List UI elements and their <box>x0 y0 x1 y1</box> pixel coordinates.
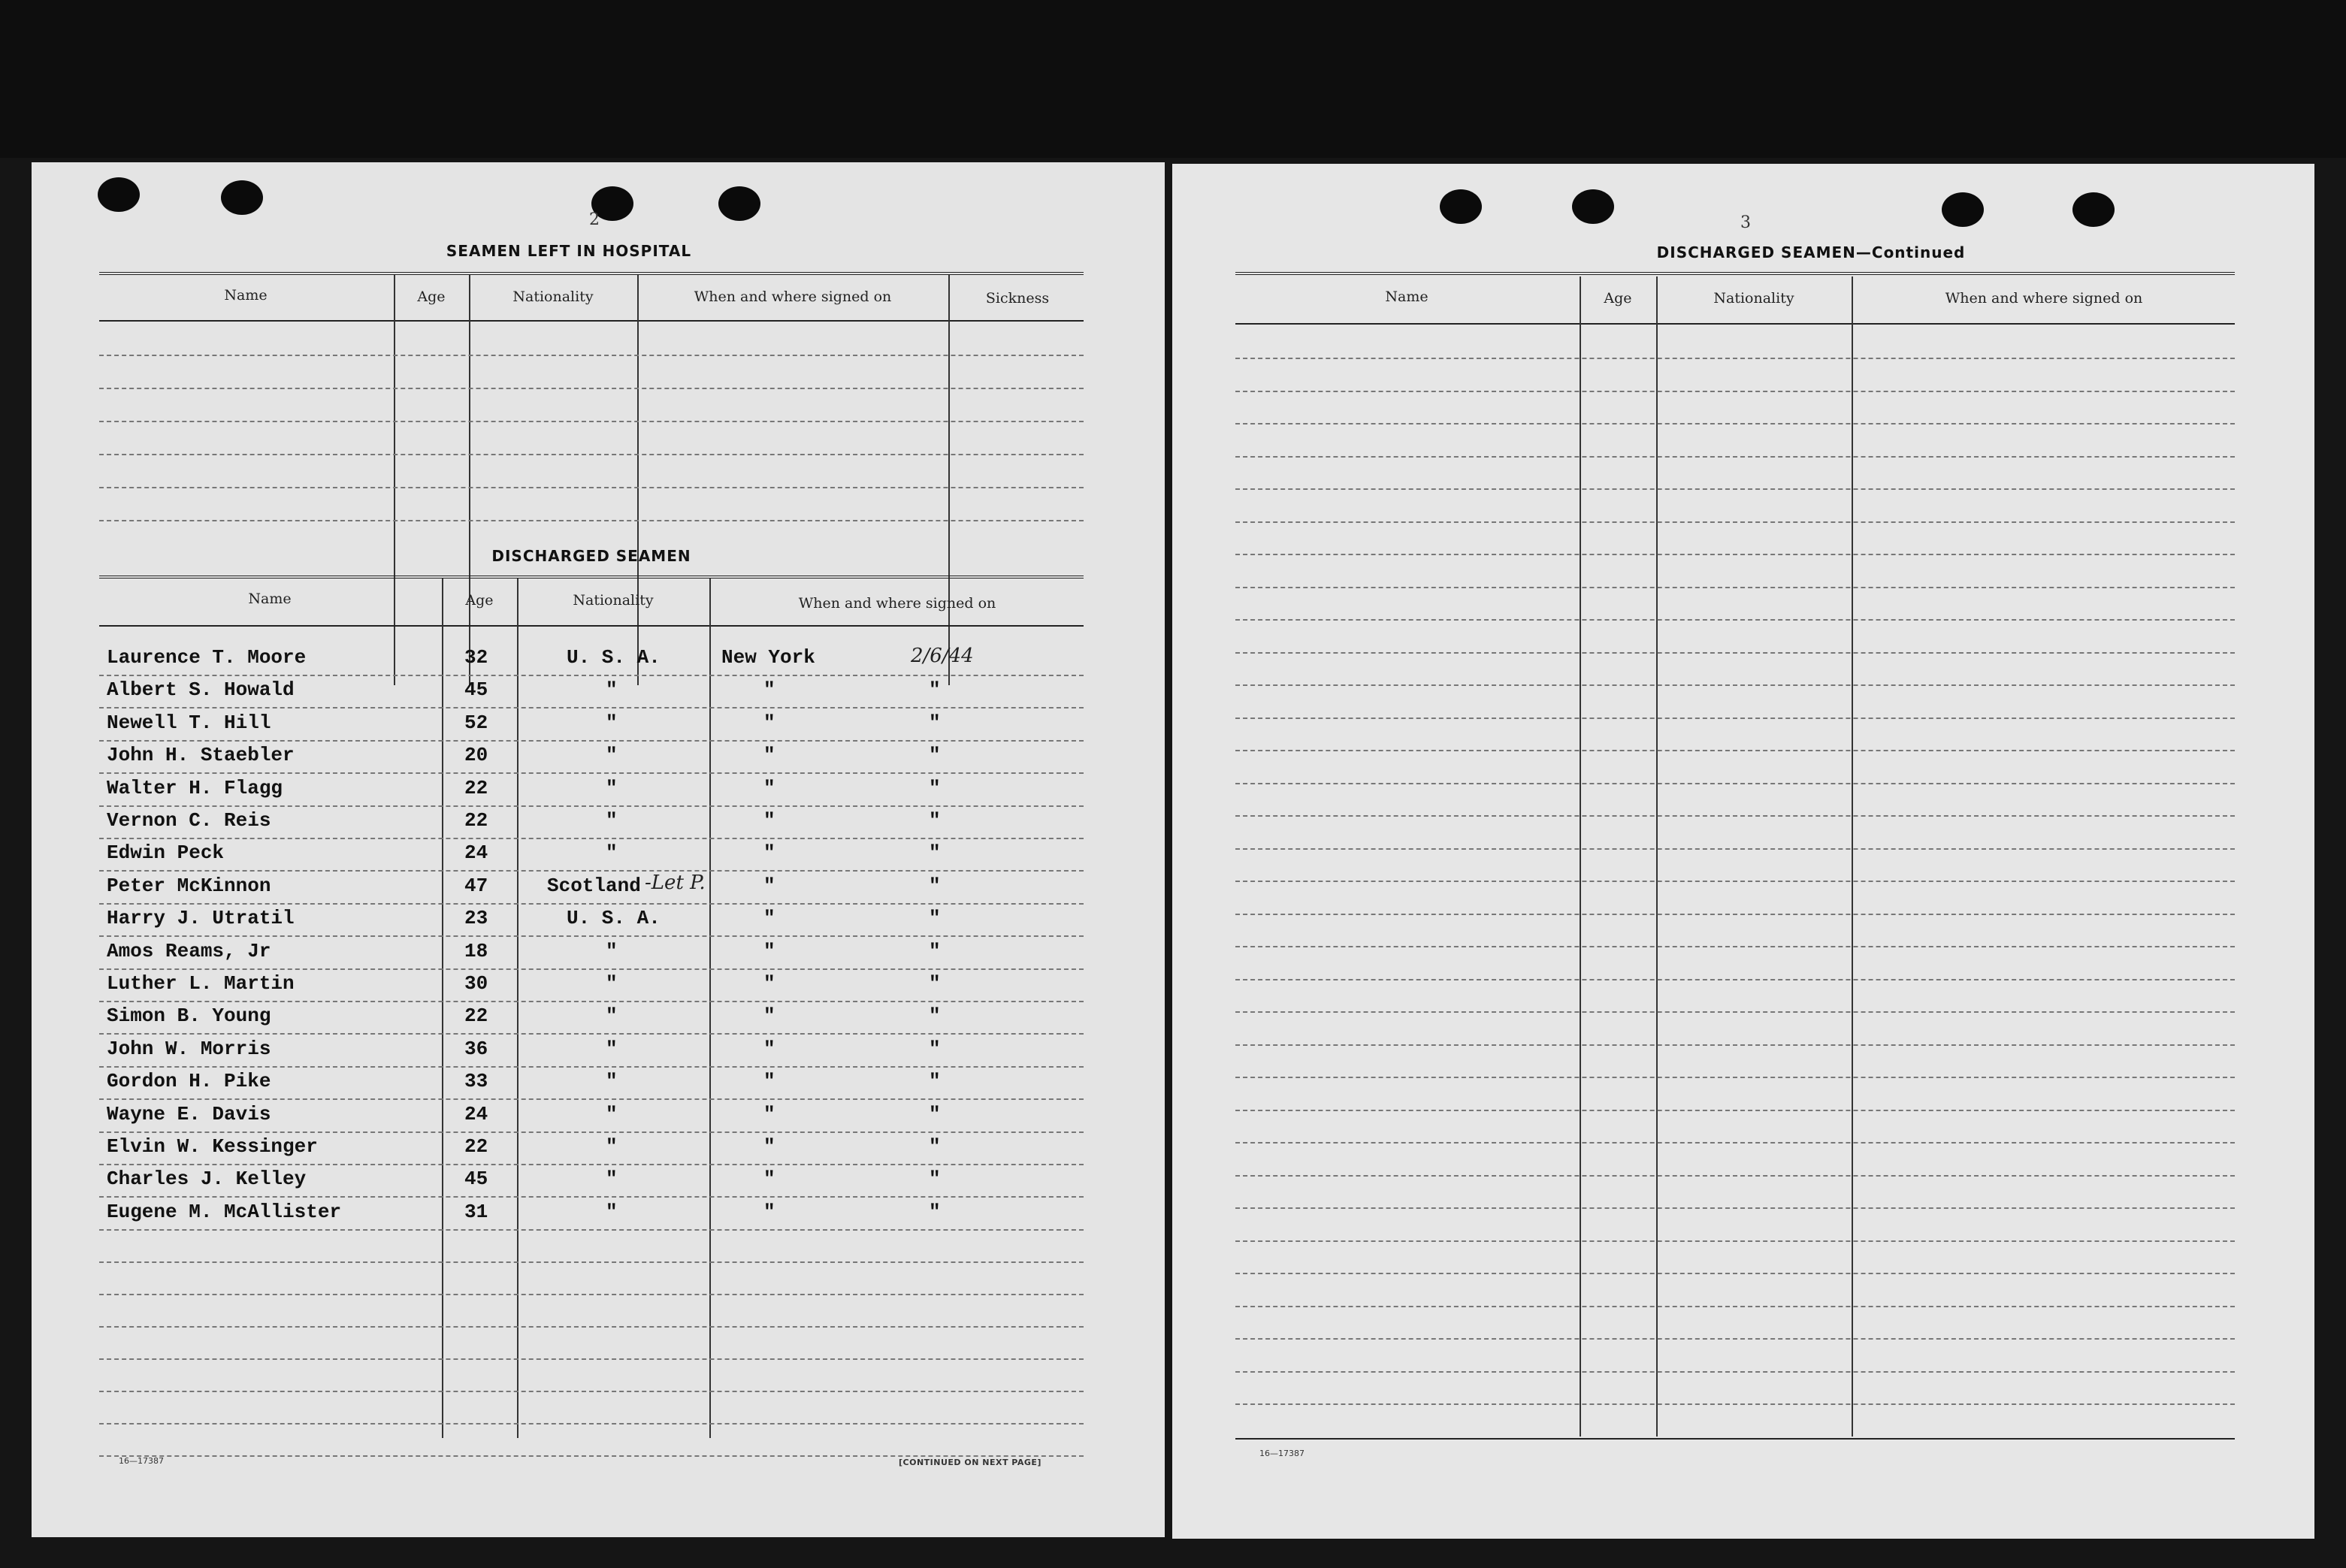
form-number: 16—17387 <box>1259 1449 1305 1458</box>
signed-on-date: " <box>929 1168 941 1190</box>
signed-on-place: " <box>763 1005 775 1027</box>
seaman-age: 24 <box>464 1103 488 1125</box>
continued-note: [CONTINUED ON NEXT PAGE] <box>899 1458 1041 1467</box>
row-rule <box>1235 1077 2235 1078</box>
row-rule <box>99 1131 1084 1133</box>
row-rule <box>99 935 1084 937</box>
row-rule <box>99 903 1084 905</box>
row-rule <box>99 838 1084 839</box>
row-rule <box>99 1001 1084 1002</box>
row-rule <box>99 1066 1084 1068</box>
seaman-age: 31 <box>464 1201 488 1223</box>
seaman-name: Simon B. Young <box>107 1005 271 1027</box>
column-divider <box>1656 276 1658 1437</box>
column-divider <box>637 275 639 685</box>
column-divider <box>394 275 395 685</box>
seaman-name: John W. Morris <box>107 1038 271 1060</box>
seaman-name: Peter McKinnon <box>107 875 271 897</box>
row-rule <box>99 454 1084 455</box>
punch-hole <box>1942 192 1984 227</box>
seaman-name: Albert S. Howald <box>107 678 295 701</box>
seaman-age: 36 <box>464 1038 488 1060</box>
page-number: 2 <box>589 210 600 229</box>
signed-on-date: " <box>929 1070 941 1092</box>
row-rule <box>1235 881 2235 882</box>
column-divider <box>469 275 470 685</box>
signed-on-place: " <box>763 744 775 766</box>
row-rule <box>1235 521 2235 523</box>
signed-on-date: " <box>929 875 941 897</box>
seaman-nationality: " <box>606 744 618 766</box>
row-rule <box>99 1261 1084 1263</box>
form-number: 16—17387 <box>119 1456 164 1466</box>
row-rule <box>99 1098 1084 1100</box>
table-rule <box>99 576 1084 579</box>
seaman-nationality: " <box>606 1168 618 1190</box>
seaman-nationality: " <box>606 972 618 995</box>
seaman-name: Gordon H. Pike <box>107 1070 271 1092</box>
signed-on-date: " <box>929 841 941 864</box>
row-rule <box>1235 423 2235 424</box>
row-rule <box>1235 619 2235 621</box>
row-rule <box>99 421 1084 422</box>
seaman-nationality: U. S. A. <box>567 646 661 669</box>
signed-on-date: " <box>929 1038 941 1060</box>
punch-hole <box>2072 192 2115 227</box>
row-rule <box>1235 1110 2235 1111</box>
seaman-name: Elvin W. Kessinger <box>107 1135 318 1158</box>
row-rule <box>99 1294 1084 1295</box>
seaman-nationality: " <box>606 841 618 864</box>
seaman-age: 32 <box>464 646 488 669</box>
table-rule <box>99 272 1084 275</box>
seaman-name: Harry J. Utratil <box>107 907 295 929</box>
row-rule <box>1235 1240 2235 1242</box>
column-header-nationality: Nationality <box>1713 290 1794 307</box>
punch-hole <box>1440 189 1482 224</box>
page-number: 3 <box>1740 213 1751 232</box>
row-rule <box>1235 684 2235 686</box>
signed-on-date: " <box>929 940 941 962</box>
row-rule <box>99 1229 1084 1231</box>
seaman-age: 47 <box>464 875 488 897</box>
seaman-age: 45 <box>464 678 488 701</box>
row-rule <box>1235 848 2235 850</box>
seaman-name: John H. Staebler <box>107 744 295 766</box>
signed-on-date: 2/6/44 <box>911 645 974 667</box>
column-header-signed-on: When and where signed on <box>1945 290 2143 307</box>
seaman-name: Luther L. Martin <box>107 972 295 995</box>
hospital-section-title: SEAMEN LEFT IN HOSPITAL <box>446 242 692 260</box>
column-header-name: Name <box>224 287 268 304</box>
row-rule <box>1235 1371 2235 1373</box>
signed-on-date: " <box>929 1103 941 1125</box>
column-header-sickness: Sickness <box>985 290 1050 307</box>
row-rule <box>99 772 1084 774</box>
seaman-name: Walter H. Flagg <box>107 777 283 799</box>
row-rule <box>1235 587 2235 588</box>
seaman-age: 22 <box>464 809 488 832</box>
seaman-age: 18 <box>464 940 488 962</box>
seaman-name: Eugene M. McAllister <box>107 1201 342 1223</box>
row-rule <box>99 1033 1084 1035</box>
seaman-name: Newell T. Hill <box>107 711 271 734</box>
right-page <box>1172 164 2314 1539</box>
seaman-age: 33 <box>464 1070 488 1092</box>
signed-on-date: " <box>929 777 941 799</box>
column-header-age: Age <box>1604 290 1632 307</box>
left-page <box>32 162 1165 1537</box>
signed-on-place: " <box>763 940 775 962</box>
seaman-nationality: " <box>606 809 618 832</box>
row-rule <box>99 675 1084 676</box>
signed-on-date: " <box>929 711 941 734</box>
seaman-name: Charles J. Kelley <box>107 1168 307 1190</box>
signed-on-date: " <box>929 1201 941 1223</box>
table-rule <box>99 320 1084 322</box>
row-rule <box>1235 488 2235 490</box>
row-rule <box>1235 815 2235 817</box>
discharged-section-title: DISCHARGED SEAMEN <box>491 547 691 565</box>
row-rule <box>1235 979 2235 980</box>
table-rule <box>99 625 1084 627</box>
row-rule <box>1235 1207 2235 1209</box>
signed-on-place: " <box>763 841 775 864</box>
row-rule <box>99 870 1084 872</box>
row-rule <box>99 1423 1084 1424</box>
row-rule <box>99 707 1084 708</box>
seaman-name: Amos Reams, Jr <box>107 940 271 962</box>
row-rule <box>1235 652 2235 654</box>
row-rule <box>1235 718 2235 719</box>
row-rule <box>99 1196 1084 1198</box>
signed-on-date: " <box>929 1135 941 1158</box>
row-rule <box>1235 1273 2235 1274</box>
seaman-age: 22 <box>464 1135 488 1158</box>
seaman-nationality: " <box>606 711 618 734</box>
row-rule <box>1235 1175 2235 1177</box>
seaman-nationality: " <box>606 1103 618 1125</box>
signed-on-place: " <box>763 777 775 799</box>
seaman-nationality: U. S. A. <box>567 907 661 929</box>
column-header-age: Age <box>417 289 446 305</box>
signed-on-place: " <box>763 1038 775 1060</box>
seaman-nationality: " <box>606 777 618 799</box>
page-title: DISCHARGED SEAMEN—Continued <box>1656 243 1966 261</box>
signed-on-place: " <box>763 907 775 929</box>
seaman-nationality: " <box>606 1201 618 1223</box>
punch-hole <box>718 186 760 221</box>
row-rule <box>99 1358 1084 1360</box>
row-rule <box>99 968 1084 970</box>
signed-on-place: " <box>763 972 775 995</box>
row-rule <box>1235 1338 2235 1340</box>
table-rule <box>1235 323 2235 325</box>
punch-hole <box>98 177 140 212</box>
row-rule <box>99 805 1084 807</box>
signed-on-date: " <box>929 907 941 929</box>
row-rule <box>99 1391 1084 1392</box>
row-rule <box>99 520 1084 521</box>
row-rule <box>1235 554 2235 555</box>
signed-on-place: " <box>763 1201 775 1223</box>
punch-hole <box>221 180 263 215</box>
row-rule <box>99 1455 1084 1457</box>
signed-on-date: " <box>929 809 941 832</box>
row-rule <box>1235 358 2235 359</box>
seaman-name: Edwin Peck <box>107 841 225 864</box>
column-divider <box>948 275 950 685</box>
seaman-nationality: " <box>606 1070 618 1092</box>
column-header-signed-on: When and where signed on <box>798 595 996 612</box>
seaman-name: Wayne E. Davis <box>107 1103 271 1125</box>
row-rule <box>1235 914 2235 915</box>
signed-on-date: " <box>929 972 941 995</box>
seaman-age: 22 <box>464 777 488 799</box>
signed-on-place: " <box>763 678 775 701</box>
seaman-age: 30 <box>464 972 488 995</box>
row-rule <box>99 487 1084 488</box>
column-header-name: Name <box>1385 289 1428 305</box>
seaman-nationality: " <box>606 1135 618 1158</box>
signed-on-place: New York <box>721 646 815 669</box>
row-rule <box>1235 1403 2235 1405</box>
seaman-nationality: Scotland <box>547 875 641 897</box>
handwritten-note: -Let P. <box>645 872 706 894</box>
seaman-age: 24 <box>464 841 488 864</box>
row-rule <box>99 388 1084 389</box>
seaman-age: 22 <box>464 1005 488 1027</box>
row-rule <box>1235 456 2235 458</box>
seaman-age: 20 <box>464 744 488 766</box>
scan-background <box>0 0 2346 158</box>
seaman-nationality: " <box>606 940 618 962</box>
signed-on-date: " <box>929 678 941 701</box>
row-rule <box>1235 1306 2235 1307</box>
seaman-nationality: " <box>606 678 618 701</box>
row-rule <box>1235 946 2235 947</box>
column-header-nationality: Nationality <box>573 592 654 609</box>
seaman-nationality: " <box>606 1005 618 1027</box>
row-rule <box>99 1326 1084 1328</box>
row-rule <box>1235 391 2235 392</box>
column-header-name: Name <box>248 591 292 607</box>
signed-on-place: " <box>763 1070 775 1092</box>
seaman-name: Laurence T. Moore <box>107 646 307 669</box>
column-header-age: Age <box>465 592 494 609</box>
signed-on-place: " <box>763 875 775 897</box>
row-rule <box>99 1164 1084 1165</box>
table-rule <box>1235 1438 2235 1440</box>
column-header-nationality: Nationality <box>512 289 594 305</box>
column-divider <box>1580 276 1581 1437</box>
row-rule <box>1235 1044 2235 1046</box>
table-rule <box>1235 272 2235 275</box>
column-divider <box>1852 276 1853 1437</box>
punch-hole <box>1572 189 1614 224</box>
signed-on-place: " <box>763 1103 775 1125</box>
seaman-name: Vernon C. Reis <box>107 809 271 832</box>
row-rule <box>1235 1142 2235 1144</box>
row-rule <box>99 355 1084 356</box>
seaman-age: 52 <box>464 711 488 734</box>
signed-on-place: " <box>763 711 775 734</box>
seaman-nationality: " <box>606 1038 618 1060</box>
row-rule <box>1235 783 2235 784</box>
row-rule <box>1235 1011 2235 1013</box>
seaman-age: 45 <box>464 1168 488 1190</box>
signed-on-place: " <box>763 1168 775 1190</box>
signed-on-place: " <box>763 1135 775 1158</box>
signed-on-place: " <box>763 809 775 832</box>
row-rule <box>99 740 1084 742</box>
seaman-age: 23 <box>464 907 488 929</box>
signed-on-date: " <box>929 1005 941 1027</box>
column-header-signed-on: When and where signed on <box>694 289 892 305</box>
signed-on-date: " <box>929 744 941 766</box>
row-rule <box>1235 750 2235 751</box>
